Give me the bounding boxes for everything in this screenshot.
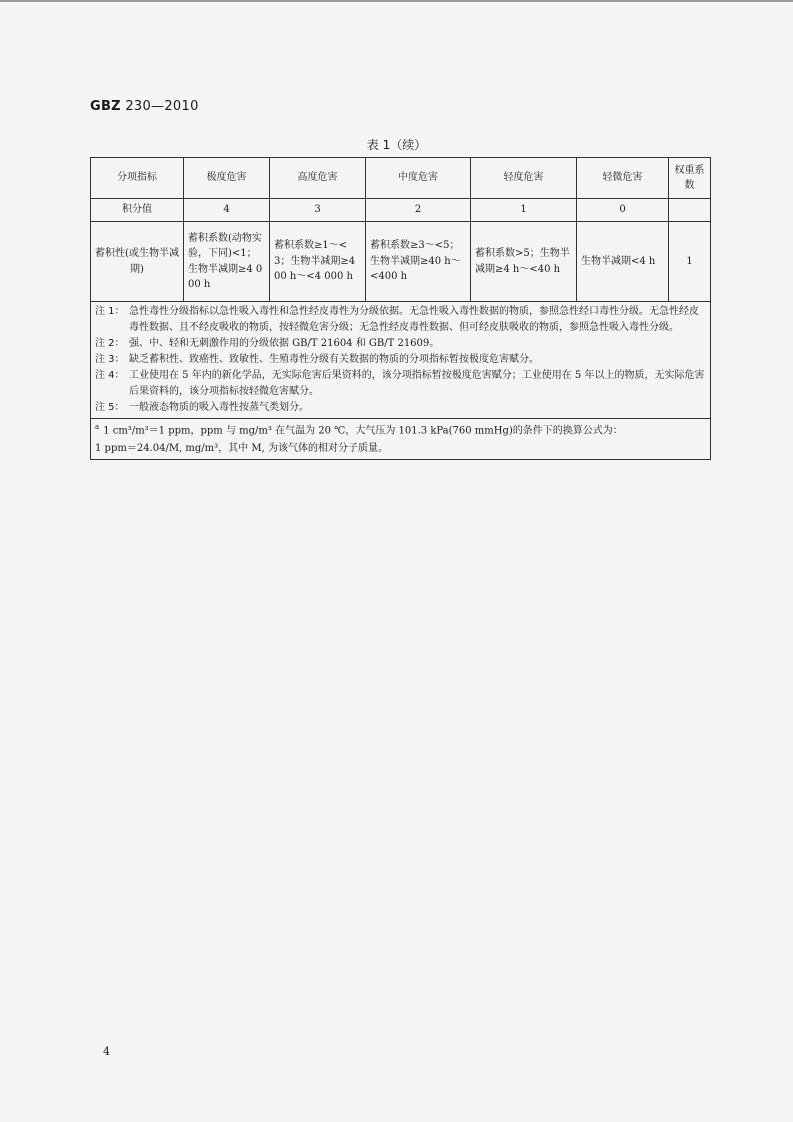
score-value <box>669 199 711 222</box>
top-rule <box>0 0 793 2</box>
footnote-text: 1 ppm＝24.04/M, mg/m³，其中 M, 为该气体的相对分子质量。 <box>95 442 388 454</box>
col-header: 高度危害 <box>270 158 366 199</box>
note-label: 注 2： <box>95 338 125 349</box>
note-item <box>95 368 706 400</box>
note-item <box>95 400 706 416</box>
footnote-cell <box>91 419 711 460</box>
accumulation-cell: 生物半减期<4 h <box>577 222 669 302</box>
footnote-line <box>95 440 706 458</box>
score-row <box>91 199 711 222</box>
table-title: 表 1（续） <box>366 138 427 152</box>
accumulation-cell: 蓄积系数>5；生物半减期≥4 h～<40 h <box>471 222 577 302</box>
footnote-row <box>91 419 711 460</box>
accumulation-cell: 蓄积系数(动物实验，下同)<1；生物半减期≥4 000 h <box>184 222 270 302</box>
table-header-row <box>91 158 711 199</box>
footnote-text: 1 cm³/m³＝1 ppm，ppm 与 mg/m³ 在气温为 20 ℃，大气压为 101.3 kPa(760 mmHg)的条件下的换算公式为： <box>103 425 623 437</box>
standard-number: 230—2010 <box>125 99 199 114</box>
note-item <box>95 352 706 368</box>
note-text: 强、中、轻和无刺激作用的分级依据 GB/T 21604 和 GB/T 21609。 <box>129 338 440 349</box>
note-text: 工业使用在 5 年内的新化学品，无实际危害后果资料的，该分项指标暂按极度危害赋分；工业使用在 5 年以上的物质，无实际危害后果资料的，该分项指标按轻微危害赋分。 <box>129 370 705 397</box>
accumulation-cell: 蓄积系数≥3～<5；生物半减期≥40 h～<400 h <box>366 222 471 302</box>
footnote-line <box>95 421 706 440</box>
note-text: 急性毒性分级指标以急性吸入毒性和急性经皮毒性为分级依据。无急性吸入毒性数据的物质，参照急性经口毒性分级。无急性经皮毒性数据、且不经皮吸收的物质，按轻微危害分级；无急性经皮毒性数据、但可经皮肤吸收的物质，参照急性吸入毒性分级。 <box>129 306 699 333</box>
col-header: 轻度危害 <box>471 158 577 199</box>
col-header: 中度危害 <box>366 158 471 199</box>
accumulation-cell: 蓄积系数≥1～<3；生物半减期≥400 h～<4 000 h <box>270 222 366 302</box>
col-header: 权重系数 <box>669 158 711 199</box>
col-header: 分项指标 <box>91 158 184 199</box>
note-item <box>95 336 706 352</box>
footnote-mark: a <box>95 423 100 431</box>
notes-row <box>91 302 711 419</box>
note-label: 注 4： <box>95 370 125 381</box>
weight-coefficient: 1 <box>669 222 711 302</box>
score-value: 1 <box>471 199 577 222</box>
note-label: 注 1： <box>95 306 125 317</box>
accumulation-row <box>91 222 711 302</box>
page-number: 4 <box>103 1045 110 1058</box>
note-label: 注 3： <box>95 354 125 365</box>
page-header <box>90 99 199 114</box>
accumulation-label: 蓄积性(或生物半减期) <box>91 222 184 302</box>
col-header: 极度危害 <box>184 158 270 199</box>
standard-code: GBZ <box>90 99 121 114</box>
note-label: 注 5： <box>95 402 125 413</box>
score-value: 4 <box>184 199 270 222</box>
score-value: 3 <box>270 199 366 222</box>
score-value: 0 <box>577 199 669 222</box>
note-text: 缺乏蓄积性、致癌性、致敏性、生殖毒性分级有关数据的物质的分项指标暂按极度危害赋分。 <box>129 354 539 365</box>
hazard-table <box>90 157 711 460</box>
notes-cell <box>91 302 711 419</box>
col-header: 轻微危害 <box>577 158 669 199</box>
score-value: 2 <box>366 199 471 222</box>
note-text: 一般液态物质的吸入毒性按蒸气类划分。 <box>129 402 309 413</box>
score-label: 积分值 <box>91 199 184 222</box>
note-item <box>95 304 706 336</box>
